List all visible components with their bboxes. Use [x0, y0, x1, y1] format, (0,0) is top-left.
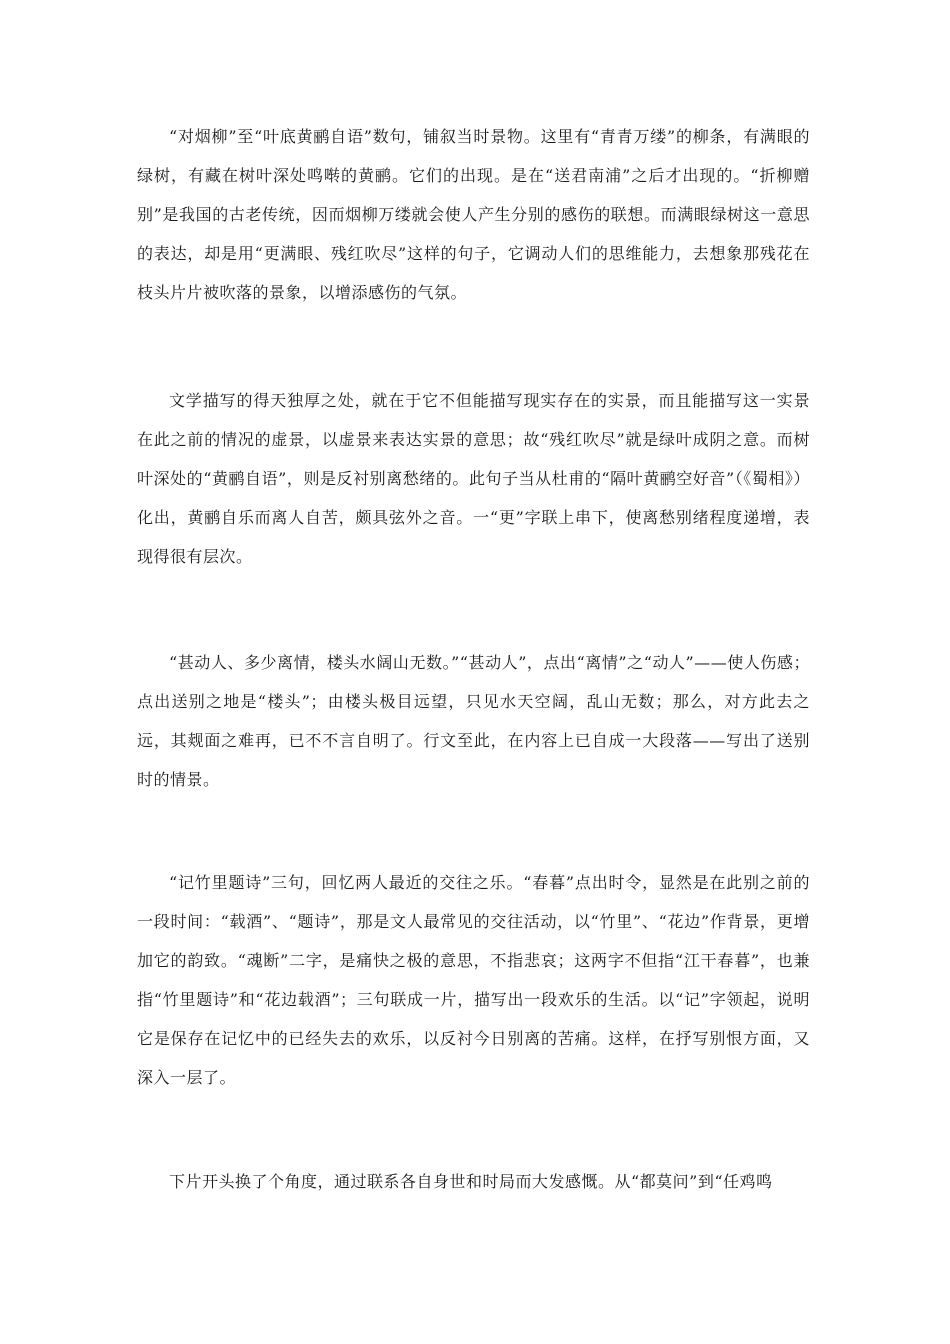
- paragraph-2: 文学描写的得天独厚之处，就在于它不但能描写现实存在的实景，而且能描写这一实景在此之前的情况的虚景，以虚景来表达实景的意思；故“残红吹尽”就是绿叶成阴之意。而树叶深处的“黄鹂自语”，则是反衬别离愁绪的。此句子当从杜甫的“隔叶黄鹂空好音”（《蜀相》）化出，黄鹂自乐而离人自苦，颇具弦外之音。一“更”字联上串下，使离愁别绪程度递增，表现得很有层次。: [137, 391, 810, 566]
- paragraph-3: “甚动人、多少离情，楼头水阔山无数。”“甚动人”，点出“离情”之“动人”——使人伤感；点出送别之地是“楼头”；由楼头极目远望，只见水天空阔，乱山无数；那么，对方此去之远，其觌面之难再，已不不言自明了。行文至此，在内容上已自成一大段落——写出了送别时的情景。: [137, 653, 810, 789]
- paragraph-5: 下片开头换了个角度，通过联系各自身世和时局而大发感慨。从“都莫问”到“任鸡鸣: [169, 1172, 773, 1191]
- paragraph-1: “对烟柳”至“叶底黄鹂自语”数句，铺叙当时景物。这里有“青青万缕”的柳条，有满眼的绿树，有藏在树叶深处鸣啭的黄鹂。它们的出现。是在“送君南浦”之后才出现的。“折柳赠别”是我国的古老传统，因而烟柳万缕就会使人产生分别的感伤的联想。而满眼绿树这一意思的表达，却是用“更满眼、残红吹尽”这样的句子，它调动人们的思维能力，去想象那残花在枝头片片被吹落的景象，以增添感伤的气氛。: [137, 127, 810, 302]
- paragraph-4: “记竹里题诗”三句，回忆两人最近的交往之乐。“春暮”点出时令，显然是在此别之前的一段时间：“载酒”、“题诗”，那是文人最常见的交往活动，以“竹里”、“花边”作背景，更增加它的韵致。“魂断”二字，是痛快之极的意思，不指悲哀；这两字不但指“江干春暮”，也兼指“竹里题诗”和“花边载酒”；三句联成一片，描写出一段欢乐的生活。以“记”字领起，说明它是保存在记忆中的已经失去的欢乐，以反衬今日别离的苦痛。这样，在抒写别恨方面，又深入一层了。: [137, 873, 810, 1087]
